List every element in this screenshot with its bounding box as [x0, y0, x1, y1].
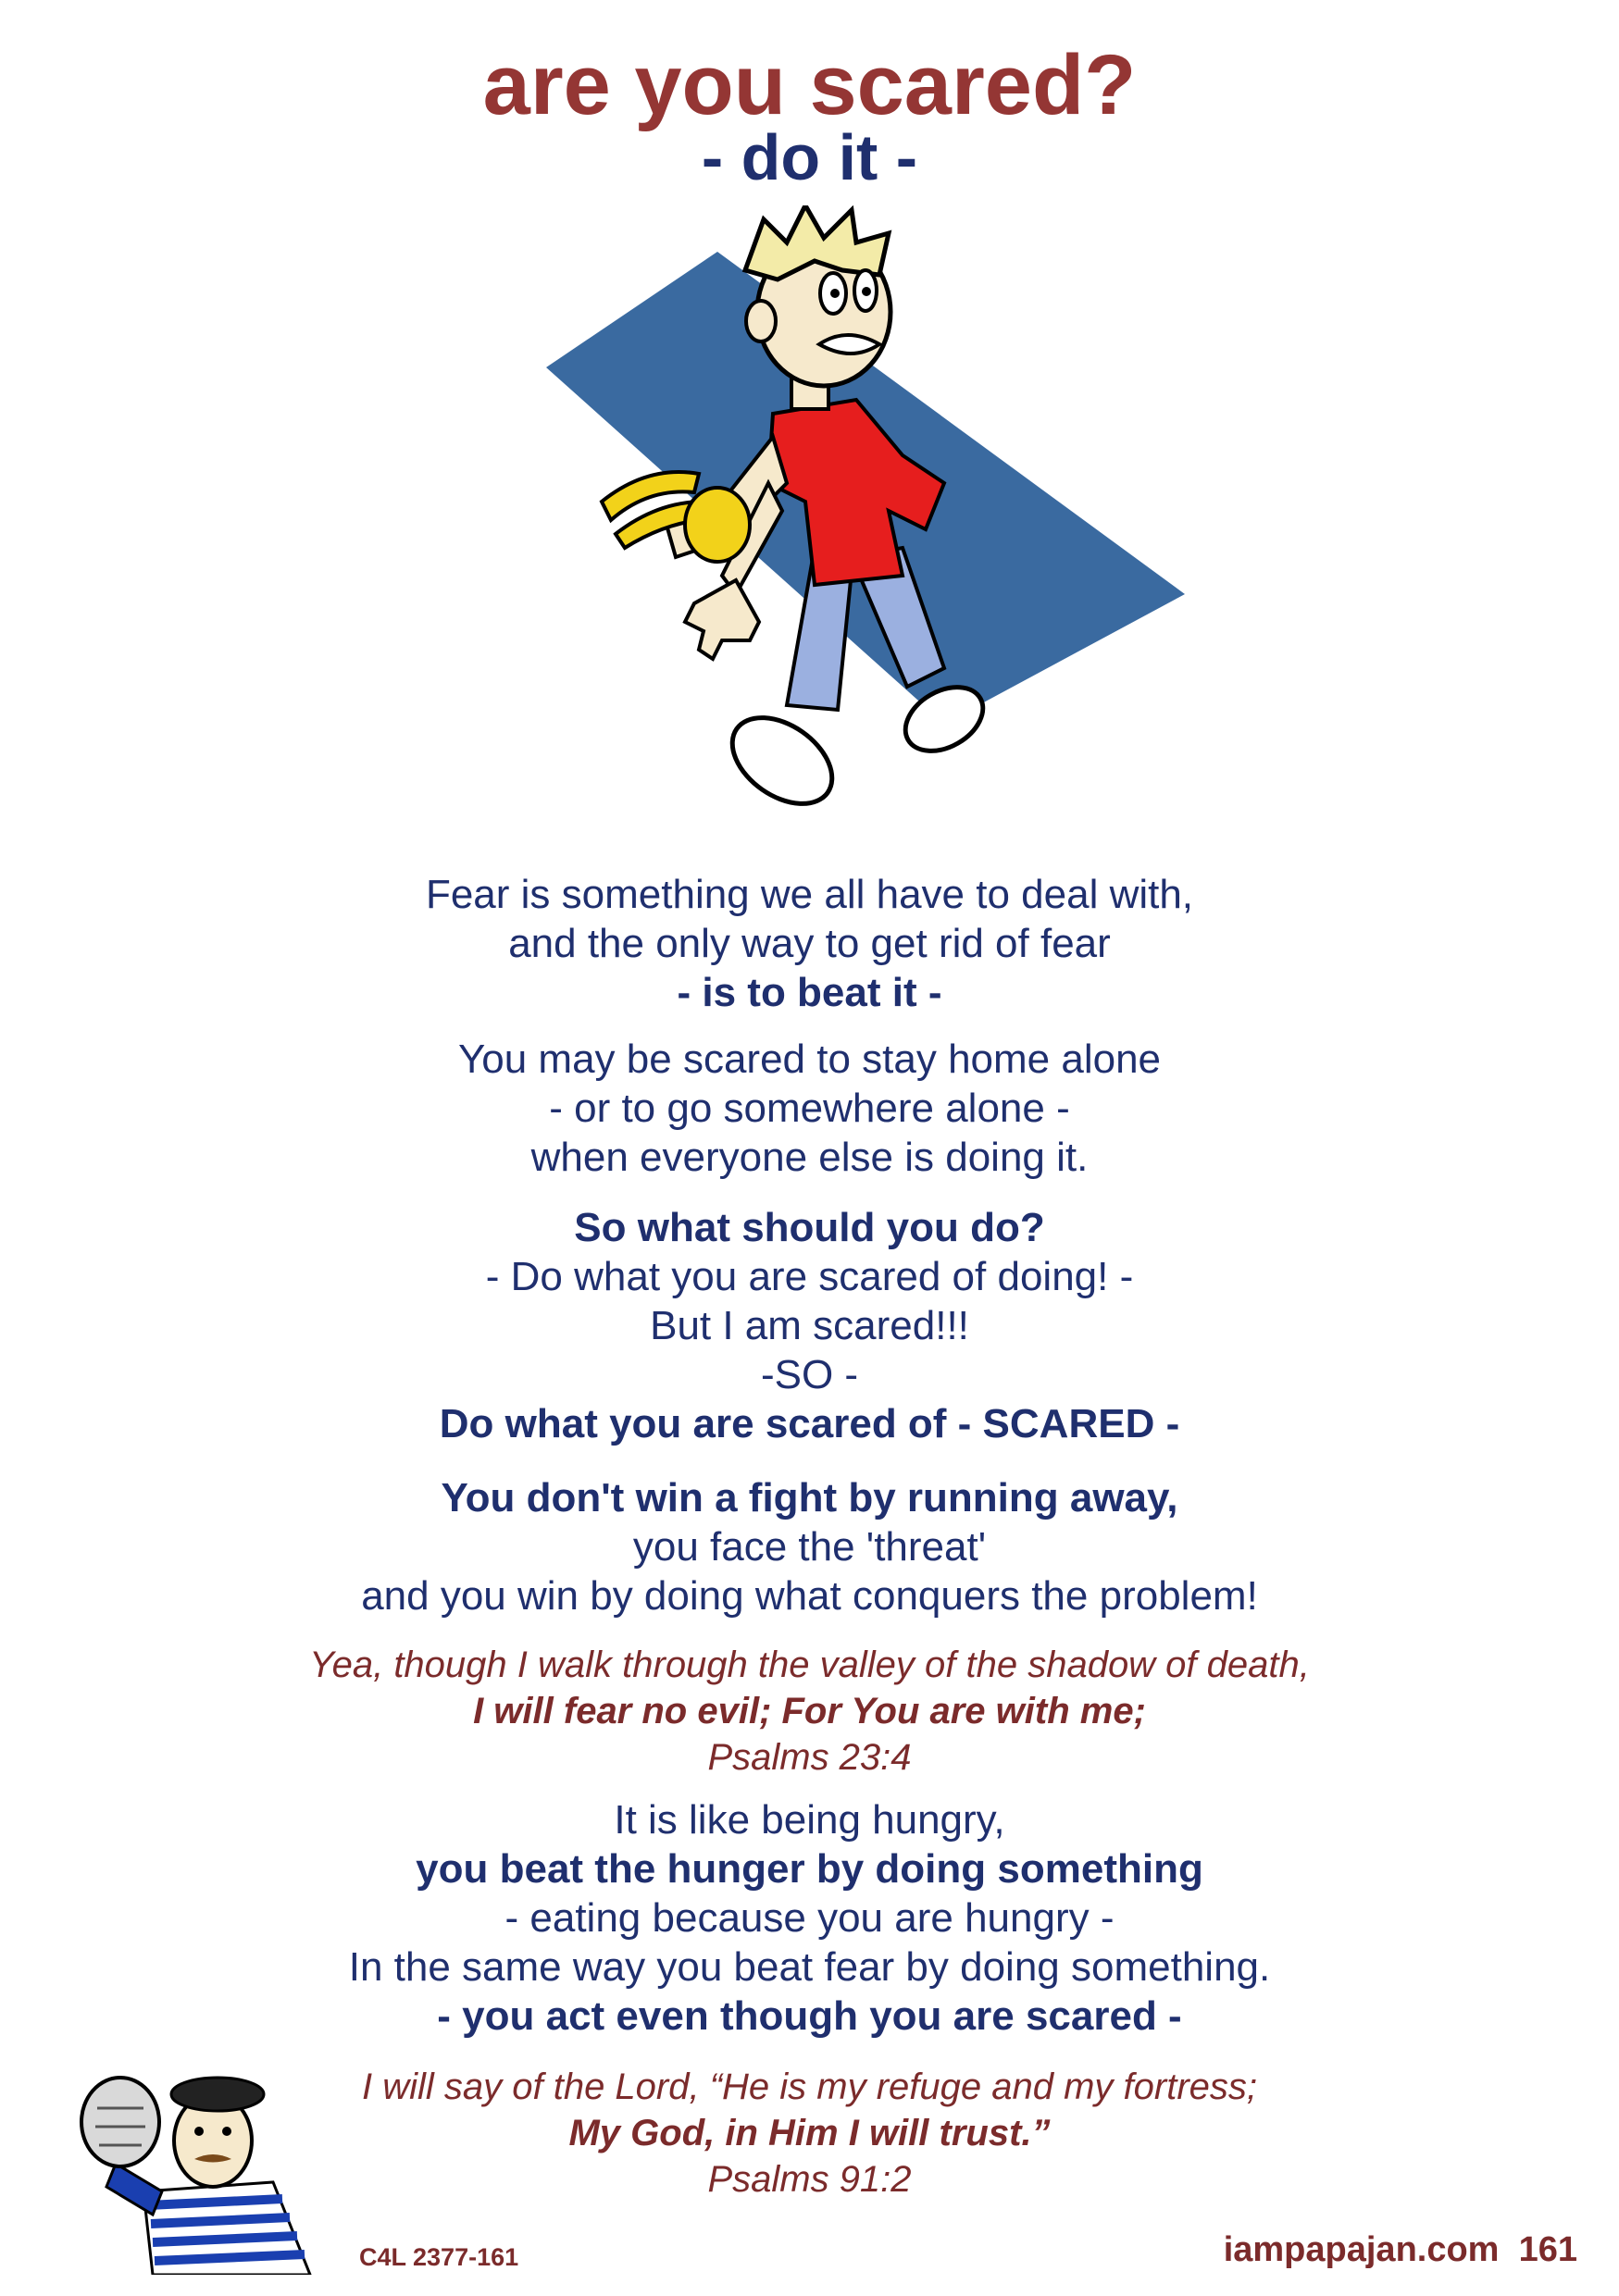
text-line: You don't win a fight by running away, [441, 1475, 1178, 1520]
scared-boy-illustration [537, 205, 1185, 835]
text-line: In the same way you beat fear by doing something. [348, 1944, 1271, 1990]
text-line: - Do what you are scared of doing! - [485, 1254, 1134, 1299]
text-line: - is to beat it - [677, 970, 942, 1015]
boy-left-shoe [716, 700, 848, 821]
verse-line: I will fear no evil; For You are with me; [473, 1691, 1146, 1731]
text-line: and the only way to get rid of fear [508, 921, 1111, 966]
text-line: you face the 'threat' [632, 1524, 987, 1570]
text-line: - or to go somewhere alone - [549, 1086, 1070, 1131]
text-line: -SO - [760, 1352, 859, 1397]
page-subtitle: - do it - [701, 121, 918, 193]
verse-psalms-23 [0, 1642, 1619, 1781]
verse-reference: Psalms 23:4 [707, 1737, 912, 1778]
verse-line: I will say of the Lord, “He is my refuge and my fortress; [361, 2066, 1257, 2107]
verse-line: My God, in Him I will trust.” [568, 2113, 1051, 2153]
banana-fruit [685, 488, 750, 562]
footer-site-and-page: iampapajan.com 161 [1223, 2230, 1577, 2269]
boy-hand [685, 580, 759, 659]
paragraph-3 [0, 1203, 1619, 1448]
papajan-mascot-illustration [79, 2053, 319, 2275]
text-line: It is like being hungry, [614, 1797, 1005, 1843]
text-line: and you win by doing what conquers the problem! [361, 1573, 1258, 1619]
text-line: You may be scared to stay home alone [457, 1036, 1162, 1082]
paragraph-1 [0, 870, 1619, 1017]
paragraph-4 [0, 1473, 1619, 1620]
text-line: you beat the hunger by doing something [416, 1846, 1203, 1892]
text-line: - you act even though you are scared - [437, 1993, 1182, 2039]
text-line: But I am scared!!! [650, 1303, 969, 1348]
paragraph-2 [0, 1035, 1619, 1182]
mascot-arm [106, 2164, 162, 2215]
text-line: So what should you do? [574, 1205, 1045, 1250]
paragraph-5 [0, 1795, 1619, 2041]
text-line: Fear is something we all have to deal with, [425, 872, 1194, 917]
footer-code: C4L 2377-161 [359, 2243, 519, 2271]
boy-mouth [819, 335, 879, 354]
text-line: - eating because you are hungry - [504, 1895, 1115, 1941]
verse-reference: Psalms 91:2 [707, 2159, 912, 2200]
text-line: when everyone else is doing it. [530, 1135, 1089, 1180]
boy-ear [746, 301, 776, 341]
page-title: are you scared? [482, 38, 1137, 132]
mascot-beret [171, 2078, 264, 2111]
verse-line: Yea, though I walk through the valley of the shadow of death, [309, 1644, 1310, 1685]
text-line: Do what you are scared of - SCARED - [439, 1401, 1180, 1446]
mascot-fist [81, 2078, 159, 2166]
